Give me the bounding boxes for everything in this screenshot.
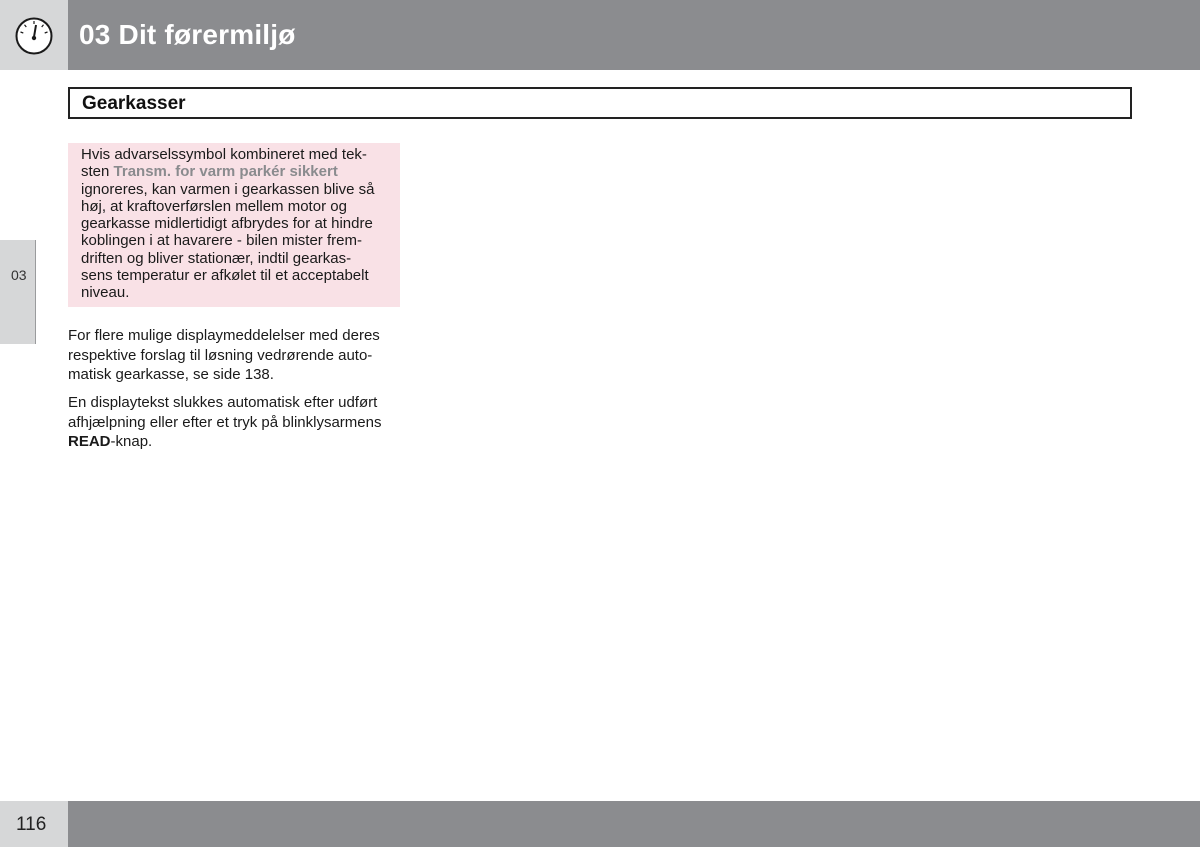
header-icon-area: [0, 0, 68, 70]
paragraph-line: respektive forslag til løsning vedrørende auto-: [68, 346, 373, 364]
warning-line: gearkasse midlertidigt afbrydes for at hindre: [81, 215, 373, 233]
warning-line: koblingen i at havarere - bilen mister frem-: [81, 232, 362, 250]
paragraph-line: afhjælpning eller efter et tryk på blinklysarmens: [68, 413, 382, 431]
warning-line: [81, 163, 391, 180]
paragraph-line: [68, 432, 408, 452]
warning-line: høj, at kraftoverførslen mellem motor og: [81, 197, 347, 215]
warning-line: niveau.: [81, 284, 130, 302]
display-message-highlight: Transm. for varm parkér sikkert: [113, 163, 338, 181]
chapter-title: 03 Dit førermiljø: [79, 19, 296, 50]
footer-bar: [68, 801, 1200, 847]
page-number-area: [0, 801, 68, 847]
body-paragraph: [68, 326, 408, 385]
page-number: 116: [16, 814, 47, 835]
warning-text: [81, 146, 391, 302]
read-button-name: READ: [68, 433, 111, 450]
warning-line: Hvis advarselssymbol kombineret med tek-: [81, 146, 367, 163]
warning-line: ignoreres, kan varmen i gearkassen blive så: [81, 180, 375, 198]
section-title: Gearkasser: [82, 93, 186, 114]
body-paragraph: [68, 393, 408, 452]
warning-line-prefix: sten: [81, 163, 114, 181]
chapter-header: [68, 0, 1200, 70]
paragraph-line: For flere mulige displaymeddelelser med deres: [68, 327, 380, 344]
warning-line: driften og bliver stationær, indtil gearkas-: [81, 249, 352, 267]
warning-line: sens temperatur er afkølet til et acceptabelt: [81, 267, 369, 285]
paragraph-line-rest: -knap.: [110, 433, 153, 450]
warning-box: [68, 143, 400, 307]
paragraph-line: matisk gearkasse, se side 138.: [68, 366, 274, 383]
side-tab-label: 03: [11, 267, 27, 283]
chapter-side-tab: [0, 240, 36, 344]
section-heading-box: [68, 87, 1132, 119]
paragraph-line: En displaytekst slukkes automatisk efter udført: [68, 394, 378, 411]
gauge-icon: [15, 17, 53, 55]
